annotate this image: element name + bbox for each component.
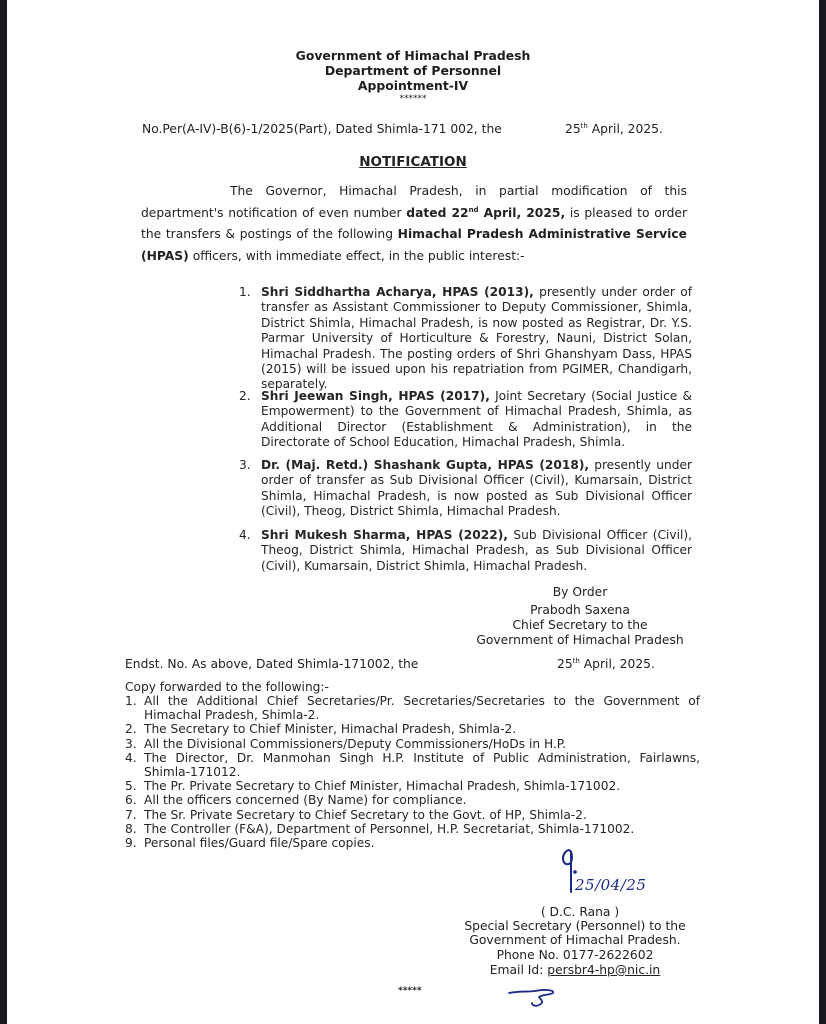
signatory-email-line [440,963,710,977]
officer-name: Dr. (Maj. Retd.) Shashank Gupta, HPAS (2018), [261,458,590,472]
copy-item: 6. All the officers concerned (By Name) for compliance. [125,793,467,808]
order-text: presently under order of transfer as Assistant Commissioner to Deputy Commissioner, Shimla, District Shimla, Himachal Pradesh, is now posted as Registrar, Dr. Y.S. Parmar University of Horticulture & Forestry, Nauni, District Solan, Himachal Pradesh. The posting orders of Shri Ghanshyam Dass, HPAS (2015) will be issued upon his repatriation from PGIMER, Chandigarh, separately. [261,285,692,392]
copy-item: 2. The Secretary to Chief Minister, Himachal Pradesh, Shimla-2. [125,722,517,737]
intro-paragraph: The Governor, Himachal Pradesh, in partial modification of this department's notification of even number dated 22nd April, 2025, is pleased to order the transfers & postings of the following Himachal Pradesh Administrative Service (HPAS) officers, with immediate effect, in the public interest:- [141,184,688,263]
order-item [239,389,692,451]
header-section: Appointment-IV [357,78,469,93]
order-item [239,285,692,393]
header-stars: ****** [399,94,427,104]
order-text: presently under order of transfer as Sub Divisional Officer (Civil), Kumarsain, District Shimla, Himachal Pradesh, is now posted as Sub Divisional Officer (Civil), Theog, District Shimla, Himachal Pradesh. [261,458,693,519]
copy-item: 5. The Pr. Private Secretary to Chief Minister, Himachal Pradesh, Shimla-171002. [125,779,621,794]
officer-name: Shri Jeewan Singh, HPAS (2017), [261,389,490,403]
order-number: 2. [239,389,251,403]
endorsement-date: 25th April, 2025. [557,657,655,671]
notification-title: NOTIFICATION [359,154,467,170]
signatory-name: ( D.C. Rana ) [540,905,620,919]
order-item [239,528,692,574]
copy-item: 8. The Controller (F&A), Department of Personnel, H.P. Secretariat, Shimla-171002. [125,821,635,836]
by-order-label: By Order [552,585,608,599]
copy-item: 1. All the Additional Chief Secretaries/Pr. Secretaries/Secretaries to the Government of Himachal Pradesh, Shimla-2. [125,694,700,723]
order-number: 3. [239,458,251,472]
copy-item: 9. Personal files/Guard file/Spare copies. [125,836,375,851]
copy-item: 7. The Sr. Private Secretary to Chief Secretary to the Govt. of HP, Shimla-2. [125,807,587,822]
reference-number: No.Per(A-IV)-B(6)-1/2025(Part), Dated Shimla-171 002, the [142,122,502,136]
order-number: 4. [239,528,251,542]
handwritten-initial-signature [555,840,675,910]
header-government: Government of Himachal Pradesh [295,48,531,63]
order-number: 1. [239,285,251,299]
order-text: Sub Divisional Officer (Civil), Theog, District Shimla, Himachal Pradesh, as Sub Divisional Officer (Civil), Kumarsain, District Shimla, Himachal Pradesh. [261,528,692,573]
officer-name: Shri Mukesh Sharma, HPAS (2022), [261,528,508,542]
signatory-designation-1: Special Secretary (Personnel) to the [464,919,686,933]
copy-item: 4. The Director, Dr. Manmohan Singh H.P. Institute of Public Administration, Fairlawns, Shimla-171012. [125,750,700,780]
copy-list [125,694,700,851]
order-text: Joint Secretary (Social Justice & Empowerment) to the Government of Himachal Pradesh, Shimla, as Additional Director (Establishment & Administration), in the Directorate of School Education, Himachal Pradesh, Shimla. [261,389,692,450]
officer-name: Shri Siddhartha Acharya, HPAS (2013), [261,285,534,299]
copy-heading: Copy forwarded to the following:- [125,680,329,694]
copy-item: 3. All the Divisional Commissioners/Deputy Commissioners/HoDs in H.P. [125,736,567,751]
by-order-designation-1: Chief Secretary to the [512,618,648,632]
handwritten-date: 25/04/25 [575,876,647,894]
order-item [239,458,693,520]
endorsement-number: Endst. No. As above, Dated Shimla-171002, the [125,657,419,671]
footer-stars: ***** [398,986,422,996]
handwritten-initial-mark [505,983,565,1013]
by-order-designation-2: Government of Himachal Pradesh [476,633,684,647]
signatory-phone: Phone No. 0177-2622602 [496,948,654,962]
header-department: Department of Personnel [324,63,502,78]
email-link[interactable]: persbr4-hp@nic.in [547,963,661,977]
by-order-name: Prabodh Saxena [530,603,630,617]
reference-date: 25th April, 2025. [565,122,663,136]
email-label: Email Id: [489,963,548,977]
signatory-designation-2: Government of Himachal Pradesh. [469,933,681,947]
